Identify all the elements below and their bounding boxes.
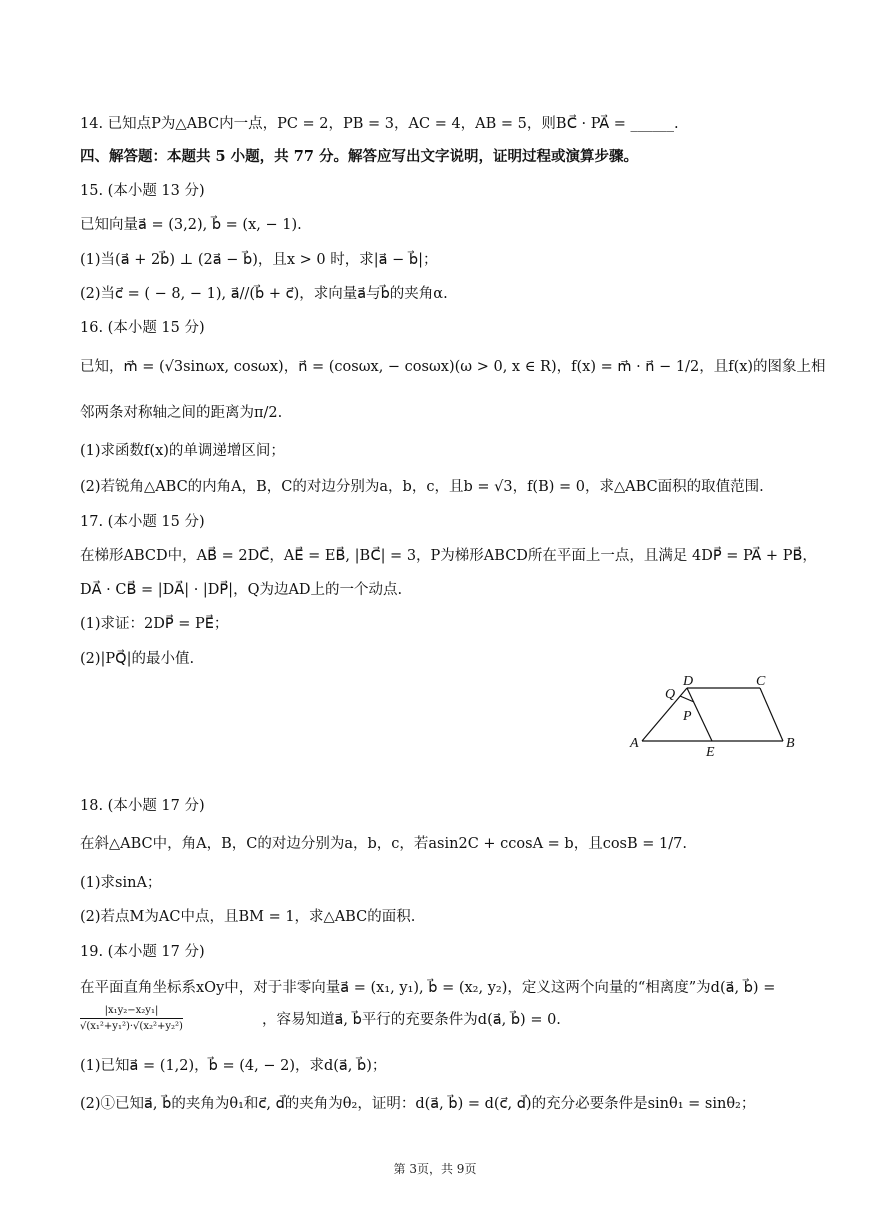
question-16-stem-cont: 邻两条对称轴之间的距离为π/2.	[80, 405, 283, 421]
question-17-part1: (1)求证：2DP⃗ = PE⃗；	[80, 616, 229, 632]
separation-formula	[80, 1005, 183, 1033]
question-16-header: 16. (本小题 15 分)	[80, 320, 205, 336]
question-18-part1: (1)求sinA；	[80, 875, 162, 891]
question-15-header: 15. (本小题 13 分)	[80, 183, 205, 199]
question-19-stem: 在平面直角坐标系xOy中，对于非零向量a⃗ = (x₁, y₁), b⃗ = (x₂, y₂)，定义这两个向量的“相离度”为d(a⃗, b⃗) =	[80, 980, 776, 996]
label-P: P	[683, 709, 692, 724]
page-footer: 第 3页，共 9页	[393, 1162, 477, 1176]
trapezoid-figure	[620, 668, 810, 764]
formula-numerator: |x₁y₂−x₂y₁|	[80, 1005, 183, 1019]
question-18-stem: 在斜△ABC中，角A，B，C的对边分别为a，b，c，若asin2C + ccosA = b，且cosB = 1/7.	[80, 836, 687, 852]
label-E: E	[706, 745, 715, 760]
question-16-part1: (1)求函数f(x)的单调递增区间；	[80, 443, 285, 459]
question-16-stem: 已知，m⃗ = (√3sinωx, cosωx)，n⃗ = (cosωx, − cosωx)(ω > 0, x ∈ R)，f(x) = m⃗ · n⃗ − 1/2，且f(x)的图象上相	[80, 359, 826, 375]
question-15-stem: 已知向量a⃗ = (3,2), b⃗ = (x, − 1).	[80, 217, 302, 233]
section-heading: 四、解答题：本题共 5 小题，共 77 分。解答应写出文字说明，证明过程或演算步骤。	[80, 148, 638, 165]
label-B: B	[786, 736, 795, 751]
question-19-part2: (2)①已知a⃗, b⃗的夹角为θ₁和c⃗, d⃗的夹角为θ₂，证明：d(a⃗, b⃗) = d(c⃗, d⃗)的充分必要条件是sinθ₁ = sinθ₂；	[80, 1096, 756, 1112]
question-14: 14. 已知点P为△ABC内一点，PC = 2，PB = 3，AC = 4，AB = 5，则BC⃗ · PA⃗ = ______.	[80, 116, 679, 132]
question-19-stem-cont: ，容易知道a⃗, b⃗平行的充要条件为d(a⃗, b⃗) = 0.	[262, 1012, 561, 1028]
label-C: C	[756, 674, 766, 689]
label-D: D	[683, 674, 694, 689]
question-18-header: 18. (本小题 17 分)	[80, 798, 205, 814]
question-16-part2: (2)若锐角△ABC的内角A，B，C的对边分别为a，b，c，且b = √3，f(B) = 0，求△ABC面积的取值范围.	[80, 479, 764, 495]
question-19-header: 19. (本小题 17 分)	[80, 944, 205, 960]
question-17-stem: 在梯形ABCD中，AB⃗ = 2DC⃗，AE⃗ = EB⃗, |BC⃗| = 3，P为梯形ABCD所在平面上一点，且满足 4DP⃗ = PA⃗ + PB⃗，	[80, 548, 817, 564]
question-17-part2: (2)|PQ⃗|的最小值.	[80, 651, 195, 667]
question-15-part1: (1)当(a⃗ + 2b⃗) ⊥ (2a⃗ − b⃗)，且x > 0 时，求|a⃗ − b⃗|；	[80, 252, 438, 268]
label-A: A	[630, 736, 639, 751]
question-17-header: 17. (本小题 15 分)	[80, 514, 205, 530]
question-18-part2: (2)若点M为AC中点，且BM = 1，求△ABC的面积.	[80, 909, 416, 925]
question-15-part2: (2)当c⃗ = ( − 8, − 1), a⃗//(b⃗ + c⃗)，求向量a⃗与b⃗的夹角α.	[80, 286, 448, 302]
segment-CB	[760, 688, 783, 741]
formula-denominator: √(x₁²+y₁²)·√(x₂²+y₂²)	[80, 1021, 183, 1032]
label-Q: Q	[665, 687, 676, 702]
question-17-stem-cont: DA⃗ · CB⃗ = |DA⃗| · |DP⃗|，Q为边AD上的一个动点.	[80, 582, 403, 598]
question-19-part1: (1)已知a⃗ = (1,2)，b⃗ = (4, − 2)，求d(a⃗, b⃗)；	[80, 1058, 387, 1074]
